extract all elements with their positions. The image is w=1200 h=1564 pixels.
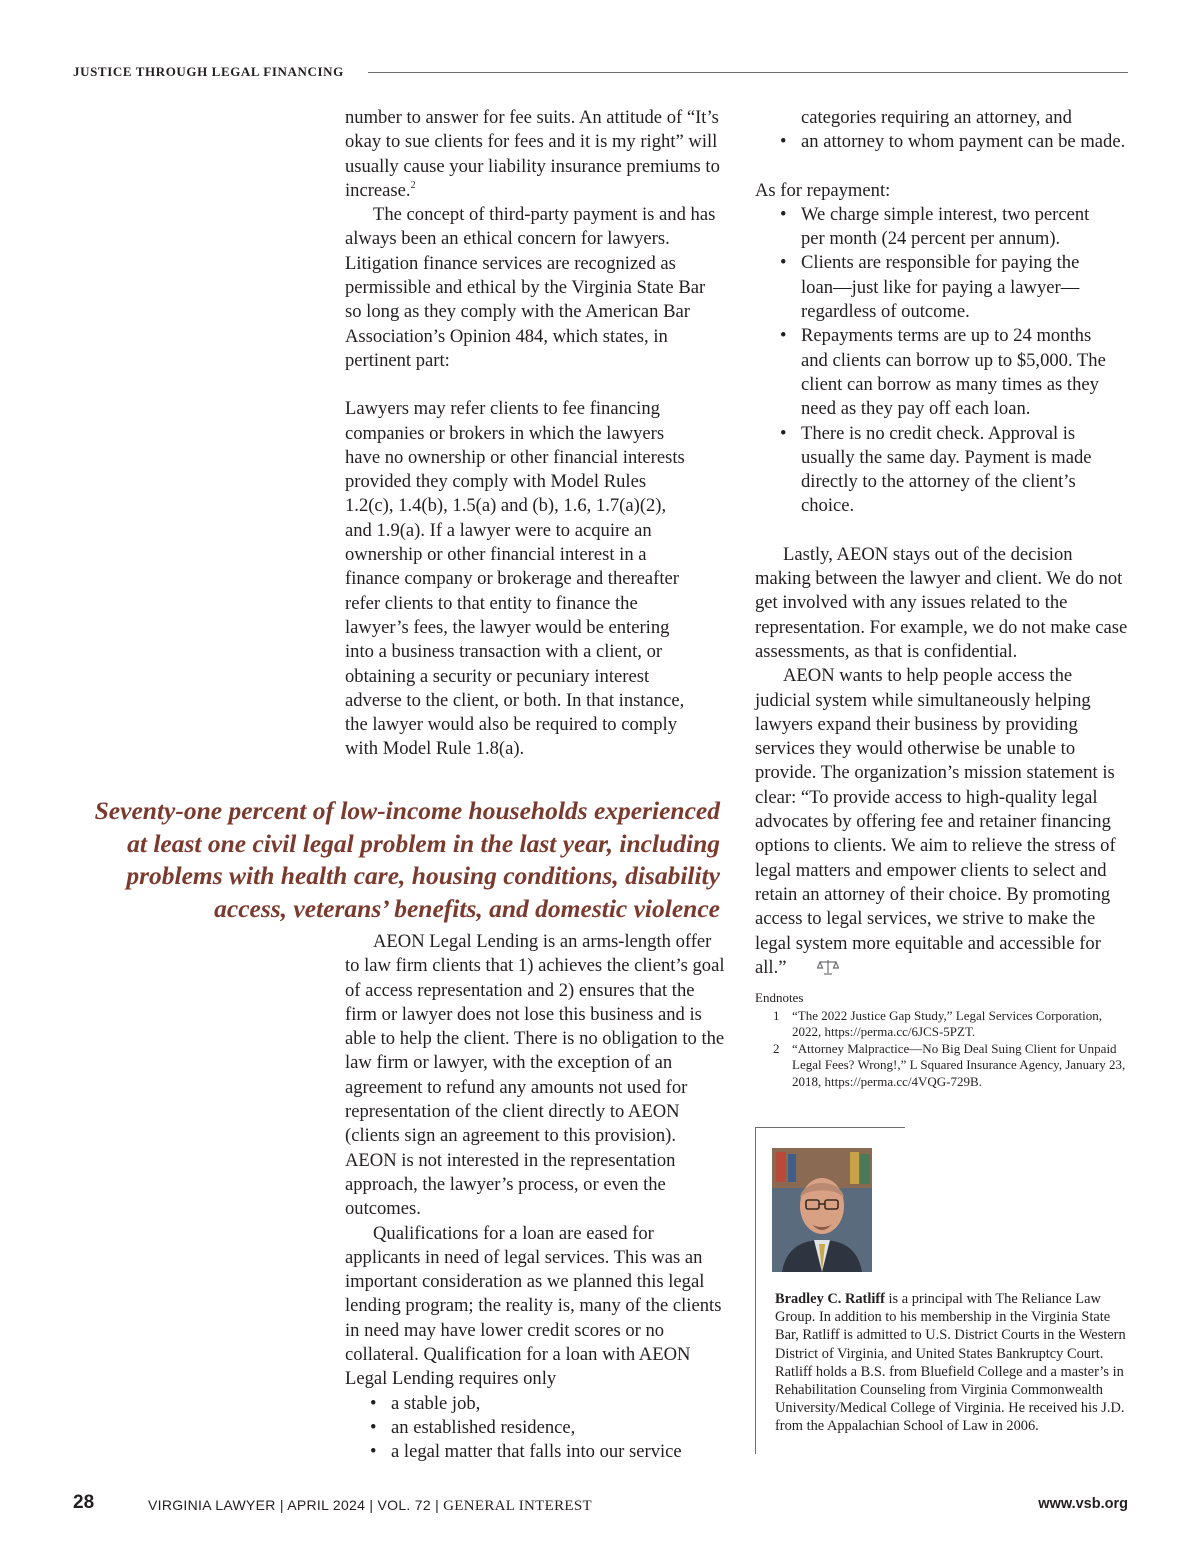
paragraph-third-party-payment: The concept of third-party payment is and has always been an ethical concern for lawyers. Litigation finance services are recognized as permissible and ethical by the Virginia State Bar so long as they comply with the American Bar Association’s Opinion 484, which states, in pertinent part: [345,204,716,371]
paragraph-mission: AEON wants to help people access the judicial system while simultaneously helping lawyers expand their business by providing services they would otherwise be unable to provide. The organization’s mission statement is clear: “To provide access to high-quality legal advocates by offering fee and retainer financing options to clients. We aim to relieve the stress of legal matters and empower clients to select and retain an attorney of their choice. By promoting access to legal services, we strive to make the legal system more equitable and accessible for all.” [755,665,1116,978]
left-column-lower [345,930,725,1465]
list-item: • Repayments terms are up to 24 months and clients can borrow up to $5,000. The client can borrow as many times as they need as they pay off each loan. [755,324,1115,421]
header-rule [368,72,1128,73]
requirements-list [345,1392,725,1465]
endnotes-label: Endnotes [755,990,804,1005]
list-item: • Clients are responsible for paying the loan—just like for paying a lawyer— regardless of outcome. [755,251,1115,324]
footer-url[interactable]: www.vsb.org [1038,1496,1128,1512]
endnote-ref-2: 2 [410,179,416,191]
author-bio: Bradley C. Ratliff is a principal with The Reliance Law Group. In addition to his membership in the Virginia State Bar, Ratliff is admitted to U.S. District Courts in the Western District of Virginia, and United States Bankruptcy Court. Ratliff holds a B.S. from Bluefield College and a master’s in Rehabilitation Counseling from Virginia Commonwealth University/Medical College of Virginia. He received his J.D. from the Appalachian School of Law in 2006. [775,1291,1126,1435]
paragraph-fee-suits: number to answer for fee suits. An attitude of “It’s okay to sue clients for fees and it is my right” will usually cause your liability insurance premiums to increase.$^2$ [345,107,720,201]
list-continuation: categories requiring an attorney, and [801,107,1072,128]
author-name: Bradley C. Ratliff [775,1291,885,1307]
endnote-item: 2 “Attorney Malpractice—No Big Deal Suing Client for Unpaid Legal Fees? Wrong!,” L Squared Insurance Agency, January 23, 2018, https://perma.cc/4VQG-729B. [773,1040,1126,1089]
paragraph-decision-making: Lastly, AEON stays out of the decision making between the lawyer and client. We do not get involved with any issues related to the representation. For example, we do not make case assessments, as that is confidential. [755,543,1128,662]
right-column [755,106,1130,980]
author-photo [772,1148,872,1272]
left-column-upper [345,106,725,762]
running-header: JUSTICE THROUGH LEGAL FINANCING [73,64,344,79]
endnotes [755,990,1127,1090]
paragraph-aeon-offer: AEON Legal Lending is an arms-length offer to law firm clients that 1) achieves the client’s goal of access representation and 2) ensures that the firm or lawyer does not lose this business and is able to help the client. There is no obligation to the law firm or lawyer, with the exception of an agreement to refund any amounts not used for representation of the client directly to AEON (clients sign an agreement to this provision). AEON is not interested in the representation approach, the lawyer’s process, or even the outcomes. [345,931,725,1220]
publication-info: VIRGINIA LAWYER | APRIL 2024 | VOL. 72 | GENERAL INTEREST [148,1497,592,1514]
block-quote-opinion-484: Lawyers may refer clients to fee financing companies or brokers in which the lawyers have no ownership or other financial interests provided they comply with Model Rules 1.2(c), 1.4(b), 1.5(a) and (b), 1.6, 1.7(a)(2), and 1.9(a). If a lawyer were to acquire an ownership or other financial interest in a finance company or brokerage and thereafter refer clients to that entity to finance the lawyer’s fees, the lawyer would be entering into a business transaction with a client, or obtaining a security or pecuniary interest adverse to the client, or both. In that instance, the lawyer would also be required to comply with Model Rule 1.8(a). [345,398,685,760]
list-item: • an attorney to whom payment can be made. [755,130,1130,154]
page-number: 28 [73,1492,95,1513]
list-item: • an established residence, [345,1416,725,1440]
list-item: • There is no credit check. Approval is usually the same day. Payment is made directly to the attorney of the client’s choice. [755,422,1115,519]
list-item: • a stable job, [345,1392,725,1416]
requirements-list-continued [755,130,1130,154]
list-item: • a legal matter that falls into our service [345,1440,725,1464]
scales-of-justice-icon [789,958,811,974]
pull-quote: Seventy-one percent of low-income households experienced at least one civil legal problem in the last year, including problems with health care, housing conditions, disability access, veterans’ benefits, and domestic violence [94,796,720,923]
bio-rule-horizontal [755,1127,905,1128]
endnote-item: 1 “The 2022 Justice Gap Study,” Legal Services Corporation, 2022, https://perma.cc/6JCS-5PZT. [773,1007,1102,1039]
bio-rule-vertical [755,1127,756,1454]
list-item: • We charge simple interest, two percent per month (24 percent per annum). [755,203,1115,252]
paragraph-qualifications: Qualifications for a loan are eased for applicants in need of legal services. This was an important consideration as we planned this legal lending program; the reality is, many of the clients in need may have lower credit scores or no collateral. Qualification for a loan with AEON Legal Lending requires only [345,1222,722,1390]
repayment-intro: As for repayment: [755,179,891,201]
repayment-list [755,203,1115,519]
